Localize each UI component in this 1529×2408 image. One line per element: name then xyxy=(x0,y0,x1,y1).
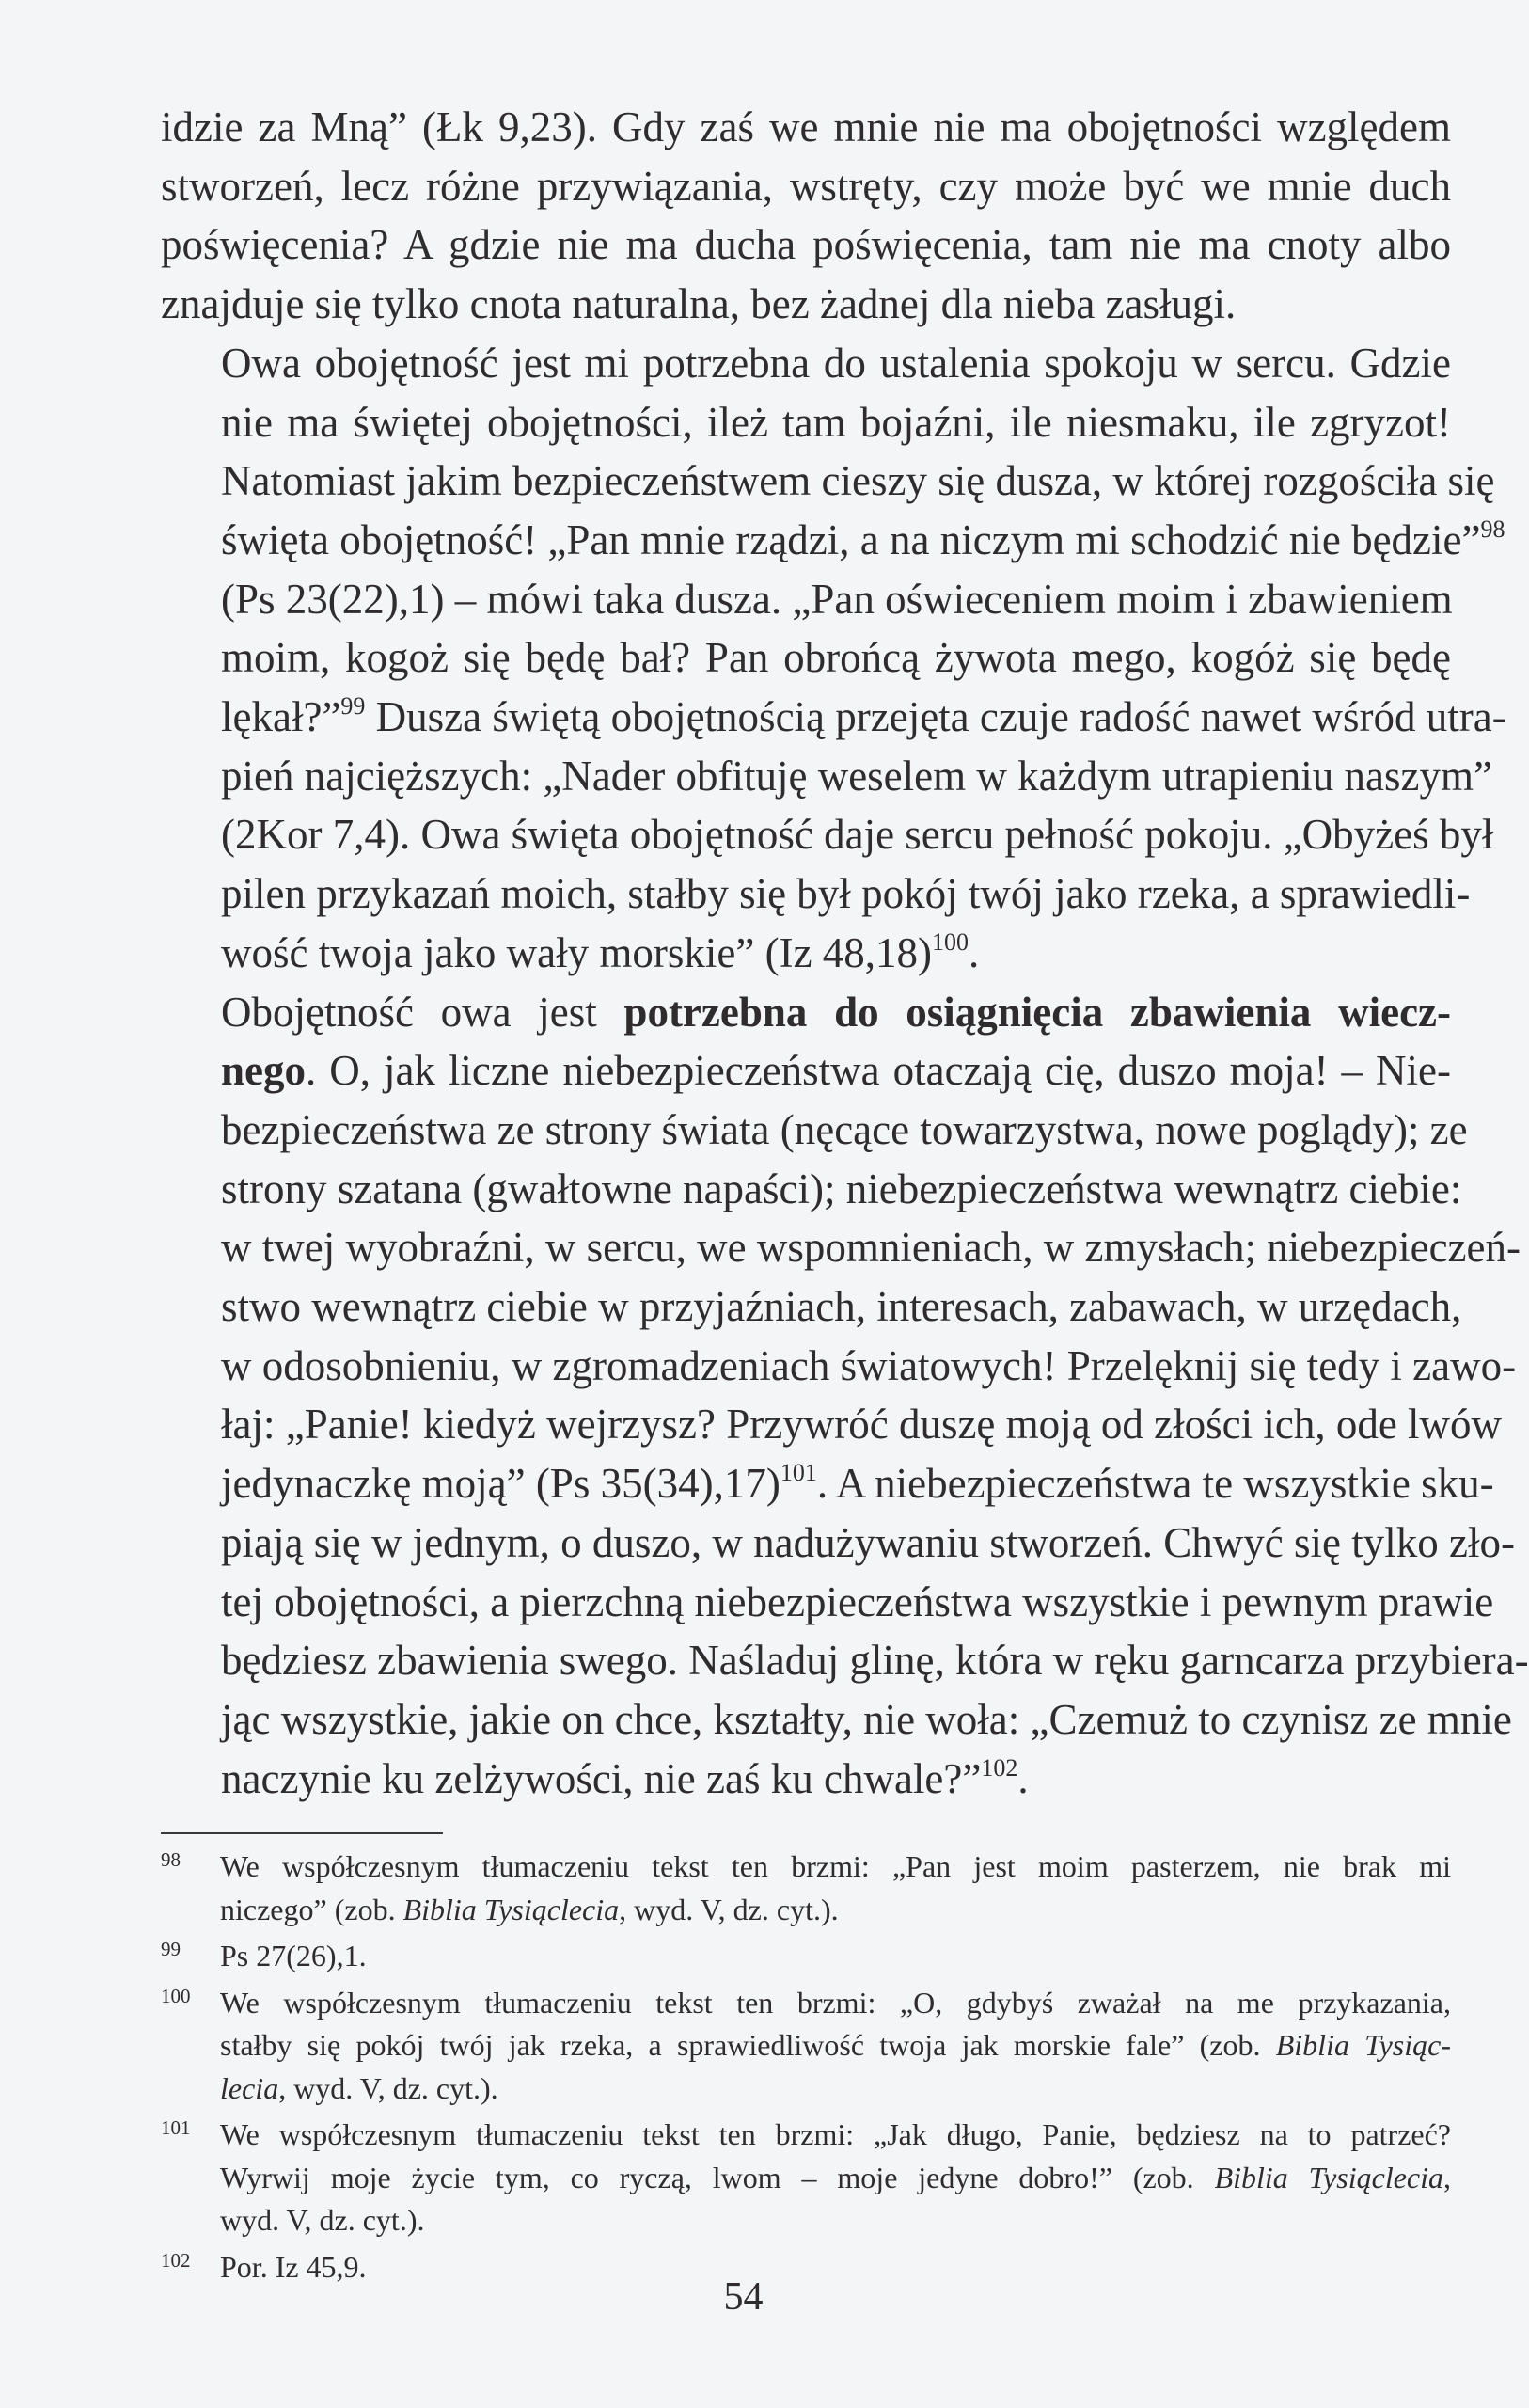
footnote-99 xyxy=(161,1935,1451,1978)
footnote-ref-98[interactable]: 98 xyxy=(1480,515,1505,543)
line-text: . A niebezpieczeństwa te wszystkie sku- xyxy=(816,1460,1494,1508)
line-text: pilen przykazań moich, stałby się był pokój twój jako rzeka, a sprawiedli- xyxy=(221,870,1471,918)
text-line xyxy=(161,688,1506,747)
line-text: naczynie ku zelżywości, nie zaś ku chwale?” xyxy=(221,1754,982,1802)
line-text: Owa obojętność jest mi potrzebna do ustalenia spokoju w sercu. Gdzie xyxy=(221,339,1451,387)
line-text: piają się w jednym, o duszo, w nadużywaniu stworzeń. Chwyć się tylko zło- xyxy=(221,1518,1515,1566)
text-line xyxy=(161,1277,1462,1337)
bold-emphasis: nego xyxy=(221,1047,306,1095)
footnote-line xyxy=(220,1889,1451,1932)
line-text: Obojętność owa jest xyxy=(221,988,624,1036)
line-text: jedynaczkę moją” (Ps 35(34),17) xyxy=(221,1460,780,1508)
text-line xyxy=(161,1690,1512,1750)
footnote-number: 102 xyxy=(161,2248,191,2272)
footnote-number: 98 xyxy=(161,1848,181,1872)
text-line xyxy=(161,1218,1521,1277)
line-text: . xyxy=(1017,1754,1029,1802)
line-text: strony szatana (gwałtowne napaści); niebezpieczeństwa wewnątrz ciebie: xyxy=(221,1164,1462,1212)
line-text: święta obojętność! „Pan mnie rządzi, a na niczym mi schodzić nie będzie” xyxy=(221,515,1481,563)
footnote-ref-101[interactable]: 101 xyxy=(780,1459,817,1487)
line-text: Natomiast jakim bezpieczeństwem cieszy się dusza, w której rozgościła się xyxy=(221,457,1495,505)
text-line xyxy=(161,747,1492,806)
paragraph-2 xyxy=(161,334,1506,983)
footnote-line xyxy=(220,1935,1451,1978)
line-text: nie ma świętej obojętności, ileż tam bojaźni, ile niesmaku, ile zgryzot! xyxy=(221,398,1451,446)
footnote-line xyxy=(220,1846,1451,1889)
line-text: We współczesnym tłumaczeniu tekst ten brzmi: „O, gdybyś zważał na me przykazania, xyxy=(220,1985,1451,2020)
line-text: We współczesnym tłumaczeniu tekst ten brzmi: „Pan jest moim pasterzem, nie brak mi xyxy=(220,1849,1451,1884)
book-title: Biblia Tysiąclecia xyxy=(1214,2160,1444,2194)
text-line xyxy=(161,1101,1468,1160)
line-text: stwo wewnątrz ciebie w przyjaźniach, interesach, zabawach, w urzędach, xyxy=(221,1283,1462,1331)
line-text: Ps 27(26),1. xyxy=(220,1939,367,1973)
line-text: stałby się pokój twój jak rzeka, a sprawiedliwość twoja jak morskie fale” (zob. xyxy=(220,2028,1276,2063)
line-text: poświęcenia? A gdzie nie ma ducha poświęcenia, tam nie ma cnoty albo xyxy=(161,221,1451,269)
text-line xyxy=(161,1337,1517,1396)
line-text: w twej wyobraźni, w sercu, we wspomnieniach, w zmysłach; niebezpieczeń- xyxy=(221,1224,1521,1272)
footnote-line xyxy=(220,2157,1451,2200)
line-text: wość twoja jako wały morskie” (Iz 48,18) xyxy=(221,928,933,976)
book-title: Biblia Tysiąclecia xyxy=(402,1892,620,1926)
text-line xyxy=(161,157,1451,216)
line-text: pień najcięższych: „Nader obfituję weselem w każdym utrapieniu naszym” xyxy=(221,752,1492,800)
paragraph-3 xyxy=(161,983,1529,1809)
line-text: lękał?” xyxy=(221,693,341,741)
line-text: , xyxy=(1443,2160,1452,2194)
text-line xyxy=(161,1513,1515,1573)
line-text: łaj: „Panie! kiedyż wejrzysz? Przywróć duszę moją od złości ich, ode lwów xyxy=(221,1401,1503,1449)
footnote-number: 100 xyxy=(161,1984,191,2007)
footnote-line xyxy=(220,2067,1451,2111)
text-line xyxy=(161,275,1451,334)
line-text: Wyrwij moje życie tym, co ryczą, lwom – moje jedyne dobro!” (zob. xyxy=(220,2160,1215,2194)
footnote-line xyxy=(220,2024,1451,2067)
footnote-line xyxy=(220,1982,1451,2025)
line-text: znajduje się tylko cnota naturalna, bez żadnej dla nieba zasługi. xyxy=(161,280,1237,328)
book-title: Biblia Tysiąc- xyxy=(1275,2028,1452,2063)
footnote-line xyxy=(220,2199,1451,2242)
line-text: . xyxy=(969,928,980,976)
text-line xyxy=(161,334,1451,393)
line-text: (Ps 23(22),1) – mówi taka dusza. „Pan oświeceniem moim i zbawieniem xyxy=(221,575,1453,623)
line-text: stworzeń, lecz różne przywiązania, wstręty, czy może być we mnie duch xyxy=(161,162,1451,210)
line-text: (2Kor 7,4). Owa święta obojętność daje sercu pełność pokoju. „Obyżeś był xyxy=(221,811,1494,859)
text-line xyxy=(161,1454,1494,1513)
line-text: bezpieczeństwa ze strony świata (nęcące towarzystwa, nowe poglądy); ze xyxy=(221,1105,1468,1153)
text-line xyxy=(161,983,1451,1042)
line-text: moim, kogoż się będę bał? Pan obrońcą żywota mego, kogóż się będę xyxy=(221,634,1451,682)
line-text: , wyd. V, dz. cyt.). xyxy=(619,1892,839,1926)
text-line xyxy=(161,511,1505,570)
line-text: jąc wszystkie, jakie on chce, kształty, nie woła: „Czemuż to czynisz ze mnie xyxy=(221,1695,1512,1743)
line-text: We współczesnym tłumaczeniu tekst ten brzmi: „Jak długo, Panie, będziesz na to patrzeć? xyxy=(220,2117,1451,2152)
footnotes xyxy=(161,1846,1451,2289)
page-number: 54 xyxy=(723,2275,764,2319)
text-line xyxy=(161,1160,1462,1219)
body-text xyxy=(161,98,1529,1808)
text-line xyxy=(161,864,1471,924)
text-line xyxy=(161,924,1451,983)
line-text: niczego” (zob. xyxy=(220,1892,403,1926)
text-line xyxy=(161,452,1495,511)
line-text: idzie za Mną” (Łk 9,23). Gdy zaś we mnie nie ma obojętności względem xyxy=(161,103,1451,150)
text-line xyxy=(161,98,1451,157)
footnote-divider xyxy=(161,1832,443,1834)
line-text: wyd. V, dz. cyt.). xyxy=(220,2203,425,2238)
footnote-98 xyxy=(161,1846,1451,1931)
footnote-101 xyxy=(161,2114,1451,2242)
text-line xyxy=(161,1750,1451,1809)
text-line xyxy=(161,805,1494,864)
text-line xyxy=(161,1395,1503,1454)
line-text: będziesz zbawienia swego. Naśladuj glinę, która w ręku garncarza przybiera- xyxy=(221,1637,1529,1685)
line-text: , wyd. V, dz. cyt.). xyxy=(278,2070,498,2105)
line-text: Por. Iz 45,9. xyxy=(220,2249,367,2284)
text-line xyxy=(161,1573,1494,1632)
footnote-100 xyxy=(161,1982,1451,2111)
text-line xyxy=(161,628,1451,688)
footnote-number: 101 xyxy=(161,2116,191,2140)
footnote-line xyxy=(220,2114,1451,2157)
book-page xyxy=(161,98,1529,2292)
footnote-number: 99 xyxy=(161,1938,181,1961)
paragraph-1 xyxy=(161,98,1451,334)
text-line xyxy=(161,1631,1529,1690)
footnote-ref-99[interactable]: 99 xyxy=(340,692,366,721)
text-line xyxy=(161,1041,1451,1101)
line-text: Dusza świętą obojętnością przejęta czuje radość nawet wśród utra- xyxy=(365,693,1506,741)
book-title: lecia xyxy=(220,2070,279,2105)
line-text: tej obojętności, a pierzchną niebezpieczeństwa wszystkie i pewnym prawie xyxy=(221,1577,1494,1625)
bold-emphasis: potrzebna do osiągnięcia zbawienia wiecz- xyxy=(623,988,1451,1036)
footnote-ref-102[interactable]: 102 xyxy=(981,1753,1018,1782)
footnote-ref-100[interactable]: 100 xyxy=(932,927,969,956)
line-text: . O, jak liczne niebezpieczeństwa otaczają cię, duszo moja! – Nie- xyxy=(306,1047,1451,1095)
text-line xyxy=(161,570,1451,629)
line-text: w odosobnieniu, w zgromadzeniach światowych! Przelęknij się tedy i zawo- xyxy=(221,1341,1517,1389)
text-line xyxy=(161,215,1451,275)
text-line xyxy=(161,393,1451,452)
